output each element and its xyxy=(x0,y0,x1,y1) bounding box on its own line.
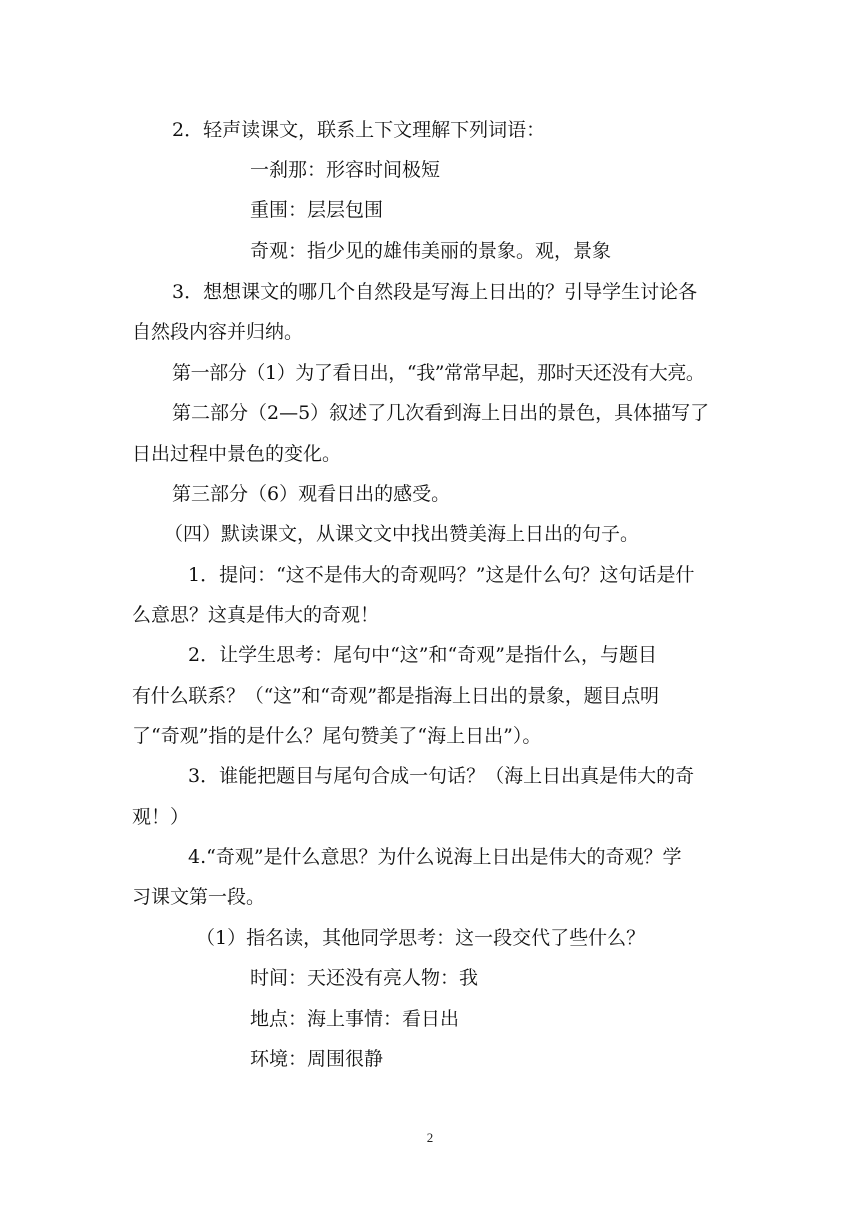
text-line: 3．想想课文的哪几个自然段是写海上日出的？引导学生讨论各 xyxy=(172,281,698,303)
text-line: 4.“奇观”是什么意思？为什么说海上日出是伟大的奇观？学 xyxy=(188,846,682,868)
page-number: 2 xyxy=(426,1130,434,1145)
text-line: 奇观：指少见的雄伟美丽的景象。观，景象 xyxy=(250,240,612,262)
text-line: 2．让学生思考：尾句中“这”和“奇观”是指什么，与题目 xyxy=(188,644,657,666)
text-line: 观！） xyxy=(132,806,190,828)
text-line: 一刹那：形容时间极短 xyxy=(250,159,441,181)
text-line: 了“奇观”指的是什么？尾句赞美了“海上日出”）。 xyxy=(132,725,542,747)
text-line: 环境：周围很静 xyxy=(250,1048,384,1070)
text-line: （1）指名读，其他同学思考：这一段交代了些什么？ xyxy=(196,927,646,949)
text-line: 1．提问：“这不是伟大的奇观吗？”这是什么句？这句话是什 xyxy=(188,564,695,586)
text-line: 自然段内容并归纳。 xyxy=(132,321,304,343)
text-line: 2．轻声读课文，联系上下文理解下列词语： xyxy=(172,119,546,141)
text-line: 习课文第一段。 xyxy=(132,886,266,908)
text-line: 时间：天还没有亮人物：我 xyxy=(250,967,479,989)
text-line: 第三部分（6）观看日出的感受。 xyxy=(172,483,451,505)
text-line: 地点：海上事情：看日出 xyxy=(250,1008,460,1030)
text-line: 有什么联系？（“这”和“奇观”都是指海上日出的景象，题目点明 xyxy=(132,685,659,707)
text-line: 3．谁能把题目与尾句合成一句话？（海上日出真是伟大的奇 xyxy=(188,765,695,787)
text-line: 重围：层层包围 xyxy=(250,199,384,221)
text-line: 日出过程中景色的变化。 xyxy=(132,443,342,465)
text-line: 第一部分（1）为了看日出，“我”常常早起，那时天还没有大亮。 xyxy=(172,362,705,384)
text-line: 第二部分（2—5）叙述了几次看到海上日出的景色，具体描写了 xyxy=(172,402,710,424)
text-line: 么意思？这真是伟大的奇观！ xyxy=(132,604,380,626)
text-line: （四）默读课文，从课文文中找出赞美海上日出的句子。 xyxy=(164,523,640,545)
